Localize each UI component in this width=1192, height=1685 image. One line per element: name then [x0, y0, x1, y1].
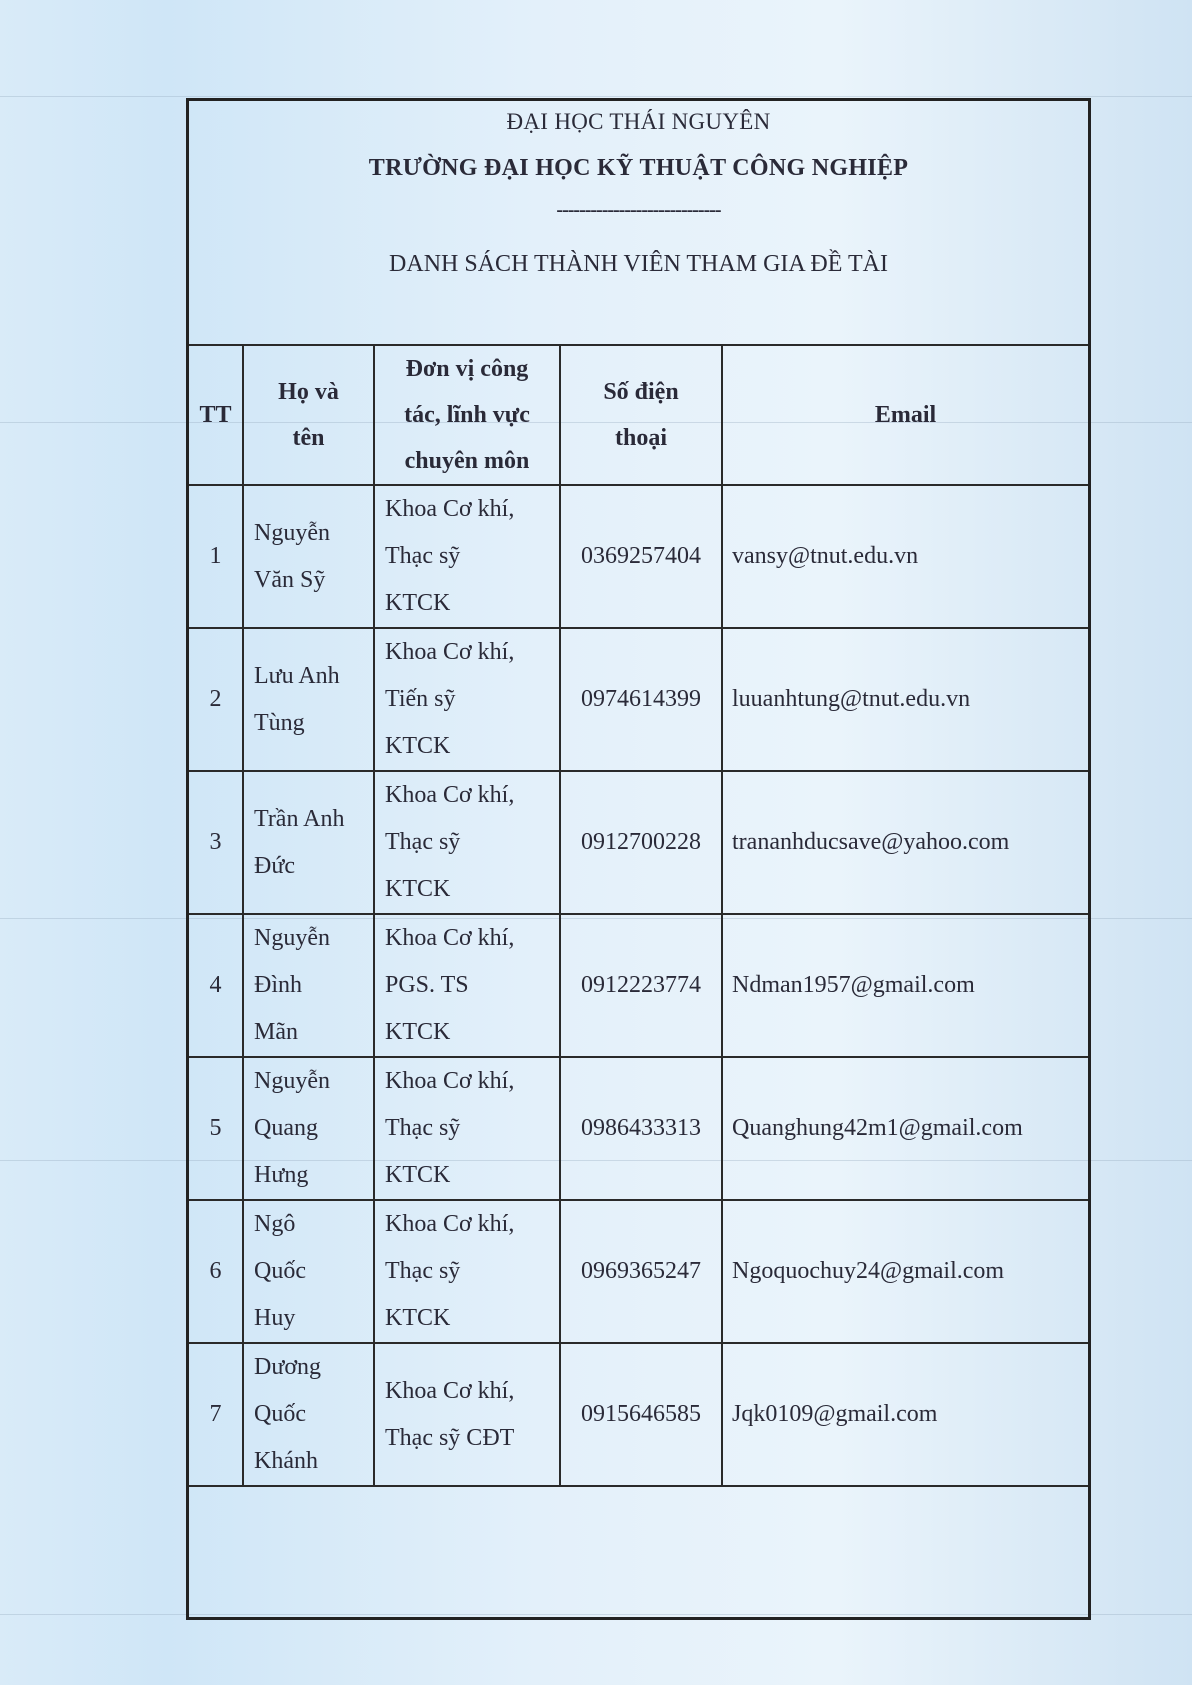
table-row — [189, 485, 1088, 628]
table-row — [189, 914, 1088, 1057]
document-title: DANH SÁCH THÀNH VIÊN THAM GIA ĐỀ TÀI — [389, 251, 888, 277]
member-phone: 0969365247 — [560, 1200, 722, 1343]
column-header-tt: TT — [189, 345, 243, 485]
column-header-email: Email — [722, 345, 1088, 485]
member-email: Ndman1957@gmail.com — [722, 914, 1088, 1057]
member-name: Lưu Anh Tùng — [243, 628, 374, 771]
member-name: Nguyễn Quang Hưng — [243, 1057, 374, 1200]
column-header-unit: Đơn vị công tác, lĩnh vực chuyên môn — [374, 345, 560, 485]
members-table — [189, 344, 1088, 1487]
member-email: vansy@tnut.edu.vn — [722, 485, 1088, 628]
row-number: 6 — [189, 1200, 243, 1343]
row-number: 1 — [189, 485, 243, 628]
member-unit: Khoa Cơ khí, Thạc sỹ KTCK — [374, 485, 560, 628]
row-number: 7 — [189, 1343, 243, 1486]
member-phone: 0915646585 — [560, 1343, 722, 1486]
member-unit: Khoa Cơ khí, Thạc sỹ CĐT — [374, 1343, 560, 1486]
member-phone: 0912700228 — [560, 771, 722, 914]
table-row — [189, 1057, 1088, 1200]
table-row — [189, 628, 1088, 771]
member-name: Nguyễn Đình Mãn — [243, 914, 374, 1057]
member-phone: 0986433313 — [560, 1057, 722, 1200]
row-number: 3 — [189, 771, 243, 914]
scan-line — [0, 96, 1192, 97]
document-frame — [186, 98, 1091, 1620]
member-phone: 0369257404 — [560, 485, 722, 628]
university-name: ĐẠI HỌC THÁI NGUYÊN — [506, 109, 771, 134]
member-phone: 0974614399 — [560, 628, 722, 771]
member-name: Ngô Quốc Huy — [243, 1200, 374, 1343]
member-email: luuanhtung@tnut.edu.vn — [722, 628, 1088, 771]
member-name: Trần Anh Đức — [243, 771, 374, 914]
member-unit: Khoa Cơ khí, Thạc sỹ KTCK — [374, 1057, 560, 1200]
member-unit: Khoa Cơ khí, Thạc sỹ KTCK — [374, 771, 560, 914]
row-number: 2 — [189, 628, 243, 771]
member-unit: Khoa Cơ khí, Tiến sỹ KTCK — [374, 628, 560, 771]
table-row — [189, 771, 1088, 914]
member-email: Jqk0109@gmail.com — [722, 1343, 1088, 1486]
member-name: Dương Quốc Khánh — [243, 1343, 374, 1486]
column-header-phone: Số điện thoại — [560, 345, 722, 485]
column-header-name: Họ và tên — [243, 345, 374, 485]
member-name: Nguyễn Văn Sỹ — [243, 485, 374, 628]
member-email: Ngoquochuy24@gmail.com — [722, 1200, 1088, 1343]
table-row — [189, 1343, 1088, 1486]
member-phone: 0912223774 — [560, 914, 722, 1057]
member-email: Quanghung42m1@gmail.com — [722, 1057, 1088, 1200]
member-unit: Khoa Cơ khí, PGS. TS KTCK — [374, 914, 560, 1057]
table-header-row — [189, 345, 1088, 485]
table-row — [189, 1200, 1088, 1343]
member-unit: Khoa Cơ khí, Thạc sỹ KTCK — [374, 1200, 560, 1343]
school-name: TRƯỜNG ĐẠI HỌC KỸ THUẬT CÔNG NGHIỆP — [368, 155, 909, 181]
row-number: 5 — [189, 1057, 243, 1200]
separator: ----------------------------- — [556, 199, 721, 221]
row-number: 4 — [189, 914, 243, 1057]
member-email: trananhducsave@yahoo.com — [722, 771, 1088, 914]
